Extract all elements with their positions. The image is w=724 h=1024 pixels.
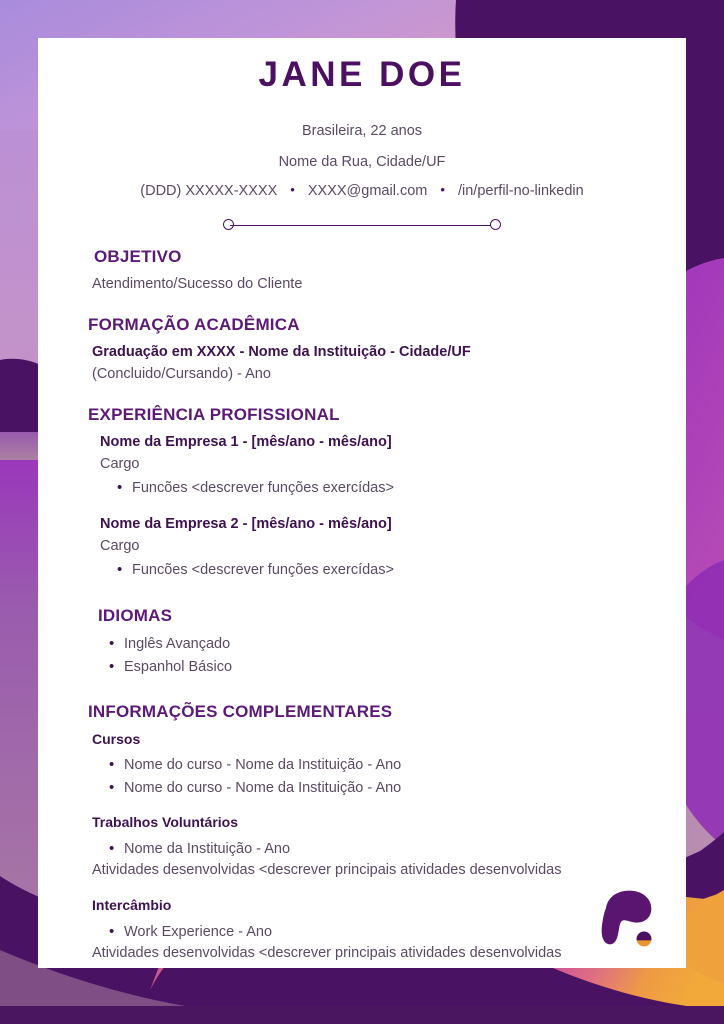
linkedin-text: /in/perfil-no-linkedin [457, 182, 584, 199]
section-title-complementares: INFORMAÇÕES COMPLEMENTARES [88, 702, 393, 722]
list-item: • Nome do curso - Nome da Instituição - Ano [109, 754, 632, 776]
section-objetivo [92, 247, 632, 296]
list-item: • Espanhol Básico [109, 656, 632, 678]
resume-page [38, 38, 686, 968]
section-formacao [88, 314, 632, 386]
job-role: Cargo [100, 455, 140, 472]
page-title: JANE DOE [258, 55, 466, 94]
divider-bar [230, 225, 494, 227]
subsection-cursos [92, 730, 632, 800]
section-idiomas [92, 606, 632, 678]
spacer [92, 678, 632, 702]
experience-entry [100, 432, 632, 500]
company-and-dates: Nome da Empresa 2 - [mês/ano - mês/ano] [100, 515, 392, 532]
section-experiencia [88, 404, 632, 582]
resume-header [38, 38, 686, 233]
list-item: • Nome da Instituição - Ano [109, 838, 632, 860]
subsection-title-voluntarios: Trabalhos Voluntários [92, 814, 238, 831]
spacer [92, 500, 632, 514]
spacer [92, 882, 632, 896]
idiomas-list [92, 633, 632, 678]
spacer [92, 582, 632, 606]
section-title-formacao: FORMAÇÃO ACADÊMICA [88, 314, 300, 334]
job-role: Cargo [100, 537, 140, 554]
objetivo-text: Atendimento/Sucesso do Cliente [92, 275, 303, 292]
job-duties-list [100, 559, 632, 581]
intercambio-list [92, 921, 632, 943]
list-item: • Nome do curso - Nome da Instituição - Ano [109, 777, 632, 799]
list-item: • Work Experience - Ano [109, 921, 632, 943]
intercambio-note: Atividades desenvolvidas <descrever principais atividades desenvolvidas [92, 945, 562, 962]
nationality-age-line: Brasileira, 22 anos [301, 122, 423, 139]
subsection-title-intercambio: Intercâmbio [92, 896, 172, 913]
phone-text: (DDD) XXXXX-XXXX [140, 182, 278, 199]
voluntarios-list [92, 838, 632, 860]
bullet-separator-icon: • [290, 182, 295, 198]
brand-logo-icon [590, 888, 662, 954]
spacer [92, 799, 632, 813]
list-item: • Funcões <descrever funções exercídas> [117, 477, 632, 499]
experience-entry [100, 514, 632, 582]
spacer [92, 386, 632, 405]
section-title-idiomas: IDIOMAS [98, 605, 173, 625]
divider-cap-right-icon [490, 219, 501, 230]
company-and-dates: Nome da Empresa 1 - [mês/ano - mês/ano] [100, 433, 392, 450]
section-title-objetivo: OBJETIVO [94, 246, 182, 266]
section-complementares [88, 702, 632, 965]
list-item: • Funcões <descrever funções exercídas> [117, 559, 632, 581]
job-duties-list [100, 477, 632, 499]
section-title-experiencia: EXPERIÊNCIA PROFISSIONAL [88, 404, 340, 424]
subsection-intercambio [92, 896, 632, 965]
bullet-separator-icon: • [440, 182, 445, 198]
voluntarios-note: Atividades desenvolvidas <descrever principais atividades desenvolvidas [92, 862, 562, 879]
address-line: Nome da Rua, Cidade/UF [278, 153, 446, 170]
subsection-title-cursos: Cursos [92, 730, 141, 747]
email-text: XXXX@gmail.com [307, 182, 428, 199]
subsection-voluntarios [92, 813, 632, 882]
contact-row [38, 181, 686, 202]
formacao-status: (Concluido/Cursando) - Ano [92, 365, 271, 382]
formacao-degree: Graduação em XXXX - Nome da Instituição - Cidade/UF [92, 344, 471, 361]
list-item: • Inglês Avançado [109, 633, 632, 655]
spacer [92, 296, 632, 315]
resume-content [38, 233, 686, 965]
cursos-list [92, 754, 632, 799]
header-divider [223, 219, 501, 233]
